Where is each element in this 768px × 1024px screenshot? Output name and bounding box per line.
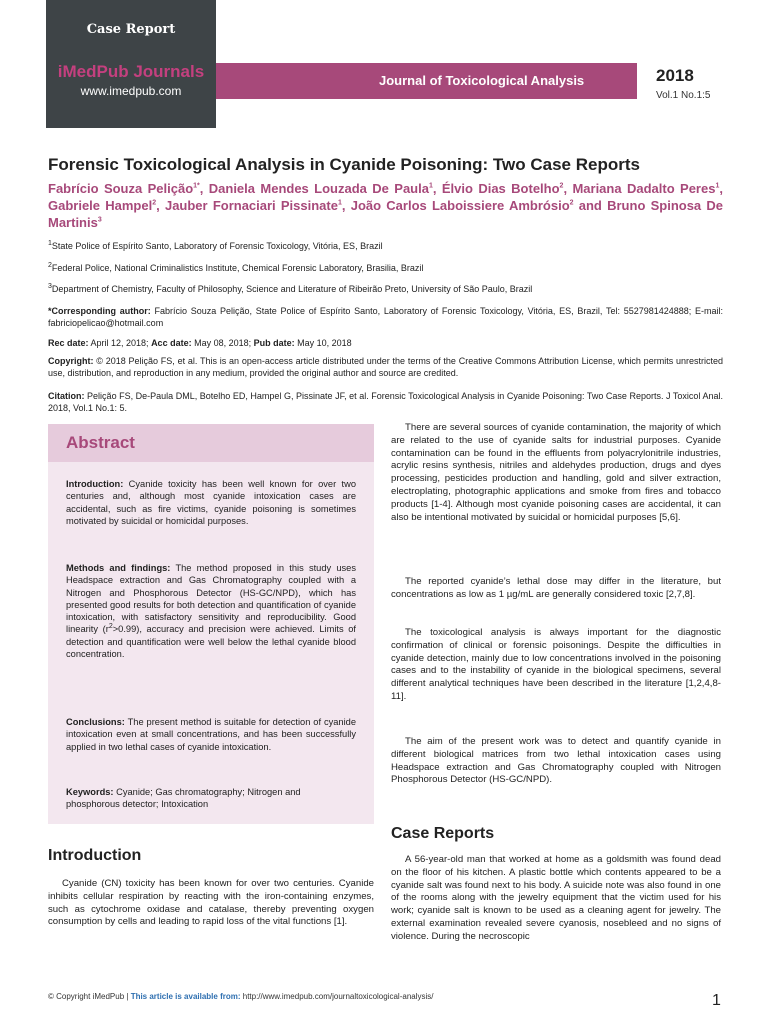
abstract-introduction: Introduction: Cyanide toxicity has been well known for over two centuries and, although most cyanide intoxication cases are accidental, such as fire victims, cyanide poisoning is sometimes motivated by suicidal or homicidal purposes. [66,479,356,526]
affiliation-2: $^2$Federal Police, National Criminalistics Institute, Chemical Forensic Laboratory, Brasilia, Brazil [48,262,424,273]
citation: Citation: Pelição FS, De-Paula DML, Botelho ED, Hampel G, Pissinate JF, et al. Forensic Toxicological Analysis in Cyanide Poisoning: Two Case Reports. J Toxicol Anal. 2018, Vol.1 No.1: 5. [48,391,723,413]
abstract-heading: Abstract [48,424,374,462]
author-affiliation-marker: 1 [428,182,433,190]
page-footer [48,992,434,1001]
right-paragraph-1: There are several sources of cyanide contamination, the majority of which are related to the use of cyanide salts for industrial purposes. Cyanide contamination can be found in the effluents from polyacrylonitrile industries, acrylic resins synthesis, nitriles and aldehydes production, drugs and dyes processing, pesticides production and handling, gold and silver extraction, electroplating, photographic applications and smoke from fires and tobacco products [1-4]. Although most cyanide poisoning cases are accidental, it can also be intentional motivated by suicidal or homicidal purposes [5,6]. [391,422,721,523]
article-title: Forensic Toxicological Analysis in Cyanide Poisoning: Two Case Reports [48,155,640,174]
case-reports-paragraph-1: A 56-year-old man that worked at home as a goldsmith was found dead on the floor of his kitchen. A plastic bottle which contents appeared to be a cyanide salt was found next to his body. A suicide note was also found in one of the rooms along with the jewelry equipment that the victim used for his work; cyanide salt is known to be used as a cleaning agent for jewelry. The external examination revealed severe cyanosis, nosebleed and no signs of violence. During the necroscopic [391,854,721,942]
author-separator: , [719,181,723,196]
author-name: João Carlos Laboissiere Ambrósio [350,198,570,213]
publication-year: 2018 [656,66,694,85]
author-name: Jauber Fornaciari Pissinate [164,198,338,213]
abstract-keywords: Keywords: Cyanide; Gas chromatography; Nitrogen and phosphorous detector; Intoxication [66,787,301,810]
right-paragraph-2: The reported cyanide’s lethal dose may differ in the literature, but concentrations as low as 1 µg/mL are generally considered toxic [2,7,8]. [391,576,721,600]
author-affiliation-marker: 1* [193,182,200,190]
author-affiliation-marker: 2 [569,199,574,207]
footer-url-link[interactable]: http://www.imedpub.com/journaltoxicological-analysis/ [240,992,434,1001]
author-name: Mariana Dadalto Peres [572,181,716,196]
author-affiliation-marker: 1 [337,199,342,207]
volume-info: Vol.1 No.1:5 [656,90,711,101]
article-type-label: Case Report [86,22,176,37]
publisher-logo-box [46,0,216,128]
author-list [48,180,723,231]
footer-copyright: © Copyright iMedPub | [48,992,131,1001]
right-paragraph-4: The aim of the present work was to detect and quantify cyanide in different biological matrices from two lethal intoxication cases using Headspace extraction and Gas Chromatography coupled with Nitrogen Phosphorous Detector (HS-GC/NPD). [391,736,721,786]
author-name: Fabrício Souza Pelição [48,181,194,196]
affiliation-3: $^3$Department of Chemistry, Faculty of Philosophy, Science and Literature of Ribeirão Preto, University of São Paulo, Brazil [48,283,533,294]
article-dates: Rec date: April 12, 2018; Acc date: May 08, 2018; Pub date: May 10, 2018 [48,338,352,348]
author-affiliation-marker: 2 [559,182,564,190]
introduction-heading: Introduction [48,847,142,864]
introduction-paragraph-1: Cyanide (CN) toxicity has been known for over two centuries. Cyanide inhibits cellular respiration by reacting with the iron-containing enzymes, such as cytochrome oxidase and catalase, thereby preventing oxygen consumption by cells and leading to rapid loss of the vital functions [1]. [48,878,374,928]
publisher-brand: iMedPub Journals [57,62,205,81]
author-affiliation-marker: 3 [97,216,102,224]
author-affiliation-marker: 2 [152,199,157,207]
author-separator: , [156,198,165,213]
author-separator: , [432,181,442,196]
author-name: Élvio Dias Botelho [441,181,560,196]
author-name: Daniela Mendes Louzada De Paula [208,181,429,196]
journal-title: Journal of Toxicological Analysis [379,73,585,88]
corresponding-author: *Corresponding author: Fabrício Souza Pelição, State Police of Espírito Santo, Laboratory of Forensic Toxicology, Vitória, ES, Brazil, Tel: 5527981424888; E-mail: fabriciopelicao@hotmail.com [48,306,723,328]
abstract-methods: Methods and findings: The method proposed in this study uses Headspace extraction and Gas Chromatography coupled with a Nitrogen and Phosphorous Detector (HS-GC/NPD), which has presented good results for both detection and quantification of cyanide intoxication, with satisfactory sensitivity and reproducibility. Good linearity $(r^2>0.99)$, accuracy and precision were achieved. Limits of detection and quantification were well below the lethal cyanide blood concentration. [66,563,357,660]
right-paragraph-3: The toxicological analysis is always important for the diagnostic confirmation of clinical or forensic poisonings. Despite the difficulties in cyanide detection, mainly due to low concentrations involved in the poisoning cases and to the instability of cyanide in the biological specimens, several different analytical techniques have been described in the literature [1,2,4,8-11]. [391,627,721,702]
author-name: Bruno Spinosa De Martinis [48,198,724,230]
footer-availability-label: This article is available from: [130,992,241,1001]
author-separator: , [563,181,573,196]
author-separator: , [341,198,351,213]
author-separator: , [199,181,209,196]
publisher-url[interactable]: www.imedpub.com [80,84,182,98]
author-name: Gabriele Hampel [48,198,153,213]
copyright-notice: Copyright: © 2018 Pelição FS, et al. This is an open-access article distributed under the terms of the Creative Commons Attribution License, which permits unrestricted use, distribution, and reproduction in any medium, provided the original author and source are credited. [48,356,723,378]
author-separator: and [573,198,608,213]
journal-title-bar [216,63,637,99]
page-number: 1 [712,992,721,1009]
abstract-box [48,424,374,824]
author-affiliation-marker: 1 [715,182,720,190]
abstract-conclusions: Conclusions: The present method is suitable for detection of cyanide intoxication even at small concentrations, and has been successfully applied in two lethal cases of cyanide intoxication. [66,717,356,752]
affiliation-1: $^1$State Police of Espírito Santo, Laboratory of Forensic Toxicology, Vitória, ES, Brazil [48,240,383,251]
case-reports-heading: Case Reports [391,825,495,842]
